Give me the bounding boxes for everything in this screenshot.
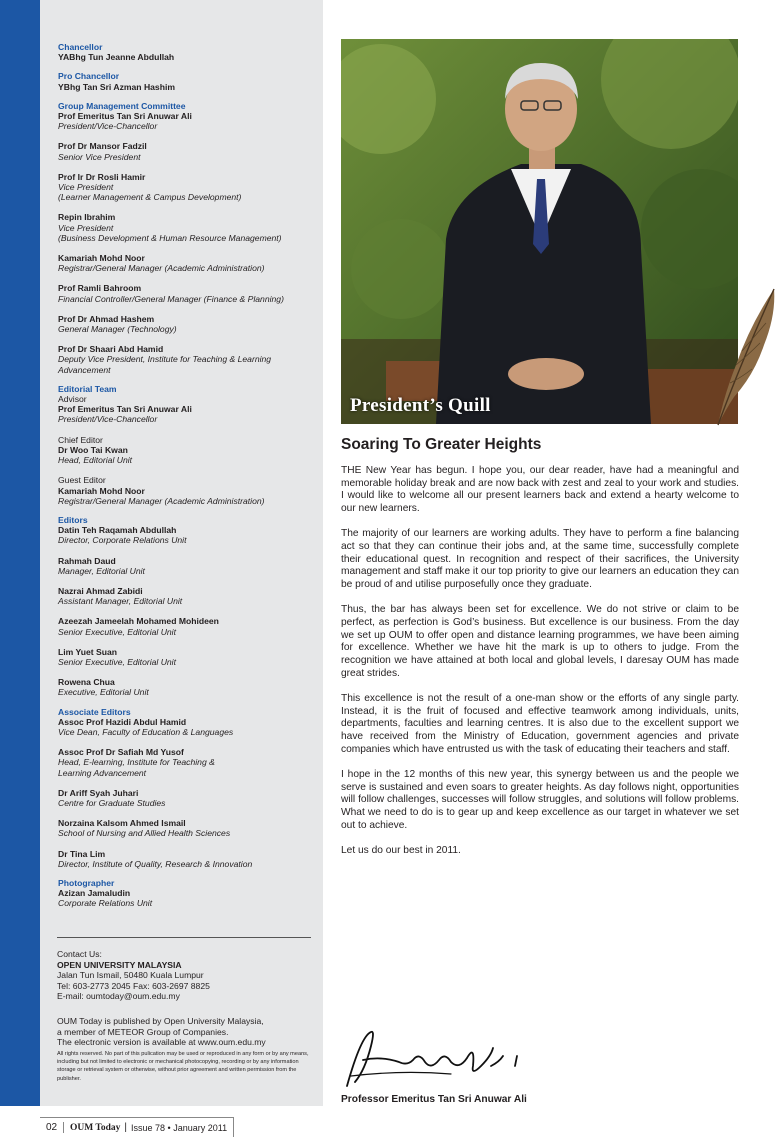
masthead-section-heading: Photographer [58,877,115,888]
masthead-entry-role: Financial Controller/General Manager (Finance & Planning) [58,293,284,304]
masthead-section-heading: Chancellor [58,42,103,52]
contact-email: E-mail: oumtoday@oum.edu.my [57,991,180,1002]
footer-separator: | [124,1122,128,1133]
masthead-entry [58,647,320,667]
masthead-entry [58,677,320,697]
masthead-entry-role: Centre for Graduate Studies [58,797,166,808]
masthead-entry-name: Prof Dr Shaari Abd Hamid [58,344,164,355]
masthead-entry-role: Vice President [58,182,114,193]
masthead-section [58,878,320,909]
masthead-entry-name: Azeezah Jameelah Mohamed Mohideen [58,616,219,627]
masthead-entry-name: Azizan Jamaludin [58,888,131,899]
quill-feather-icon [714,285,778,427]
contact-phone: Tel: 603-2773 2045 Fax: 603-2697 8825 [57,980,210,991]
masthead-entry-role: Executive, Editorial Unit [58,687,149,698]
masthead-entry-role: Manager, Editorial Unit [58,565,145,576]
masthead-entry-role: Senior Executive, Editorial Unit [58,626,176,637]
masthead-entry-role: Registrar/General Manager (Academic Administration) [58,263,265,274]
rights-notice: All rights reserved. No part of this pulication may be used or reproduced in any form or by any means, including but not limited to electronic or mechanical photocopying, recording or by any information storage or retrieval system or otherwise, without prior agreement and written permission from the publisher. [57,1051,309,1082]
masthead-entry-role: Head, E-learning, Institute for Teaching & [58,757,215,768]
presidents-quill-title: President’s Quill [350,395,491,416]
masthead-entry-name: Assoc Prof Dr Safiah Md Yusof [58,747,184,758]
masthead-entry-name: Dr Tina Lim [58,848,106,859]
masthead-entry [58,717,320,737]
publisher-line: The electronic version is available at www.oum.edu.my [57,1037,266,1048]
masthead-section [58,101,320,375]
masthead-entry-role: (Business Development & Human Resource Management) [58,232,282,243]
footer-issue: Issue 78 • January 2011 [131,1122,228,1133]
masthead-entry-role: Senior Vice President [58,151,141,162]
masthead-entry-name: Assoc Prof Hazidi Abdul Hamid [58,716,187,727]
masthead-entry-name: Dr Ariff Syah Juhari [58,787,139,798]
masthead-entry [58,616,320,636]
masthead-entry [58,172,320,203]
masthead-entry-role: General Manager (Technology) [58,324,177,335]
masthead-entry-role: Corporate Relations Unit [58,898,153,909]
publisher-info [57,1016,319,1048]
article-paragraph: THE New Year has begun. I hope you, our dear reader, have had a meaningful and memorable holiday break and are now back with zest and zeal to your work and studies. I would like to welcome all our present learners back and extend a hearty welcome to our new learners. [341,465,739,515]
article-body [341,465,739,870]
masthead-entry-name: Prof Emeritus Tan Sri Anuwar Ali [58,111,192,122]
masthead-entry [58,788,320,808]
masthead-entry-name: Norzaina Kalsom Ahmed Ismail [58,818,186,829]
signatory-name: Professor Emeritus Tan Sri Anuwar Ali [341,1094,527,1105]
masthead-entry-name: Nazrai Ahmad Zabidi [58,585,143,596]
contact-org: OPEN UNIVERSITY MALAYSIA [57,959,182,970]
masthead [58,42,320,909]
masthead-entry-role: Deputy Vice President, Institute for Teaching & Learning [58,354,272,365]
masthead-entry [58,141,320,161]
masthead-entry-name: Prof Emeritus Tan Sri Anuwar Ali [58,404,192,415]
masthead-section [58,707,320,869]
masthead-entry [58,475,320,506]
article-paragraph: I hope in the 12 months of this new year, this synergy between us and the people we serve is sustained and even soars to greater heights. As day follows night, opportunities will follow challenges, successes will follow struggles, and solutions will follow problems. What we need to do is to gear up and keep excellence as our target in whatever we set out to achieve. [341,769,739,831]
masthead-entry-name: Rahmah Daud [58,555,116,566]
masthead-entry [58,253,320,273]
masthead-entry-role: (Learner Management & Campus Development) [58,192,242,203]
masthead-section-heading: Editors [58,514,88,525]
masthead-entry-role: Director, Institute of Quality, Research & Innovation [58,858,253,869]
masthead-entry-name: Lim Yuet Suan [58,646,118,657]
page-number: 02 [40,1122,64,1133]
masthead-entry-role: School of Nursing and Allied Health Sciences [58,828,231,839]
masthead-entry-name: YABhg Tun Jeanne Abdullah [58,52,175,63]
masthead-entry-role: Registrar/General Manager (Academic Administration) [58,495,265,506]
masthead-entry-name: Prof Dr Ahmad Hashem [58,313,155,324]
masthead-entry-role: Senior Executive, Editorial Unit [58,656,176,667]
article-paragraph: Thus, the bar has always been set for excellence. We do not strive or claim to be perfect, as perfection is God’s business. But excellence is our business. From the day we set up OUM to offer open and distance learning programmes, we have been aiming for excellence. Whether we have hit the mark is up to others to judge. From the recognition we have attained at both local and global levels, I daresay OUM has made great strides. [341,604,739,679]
article-title: Soaring To Greater Heights [341,436,542,453]
masthead-entry-name: Rowena Chua [58,677,115,688]
masthead-entry [58,818,320,838]
masthead-section-heading: Associate Editors [58,706,131,717]
masthead-section [58,42,320,62]
masthead-entry-role: Director, Corporate Relations Unit [58,535,187,546]
footer-magazine-name: OUM Today [70,1122,121,1133]
masthead-section-heading: Group Management Committee [58,100,186,111]
masthead-entry-role: Vice President [58,222,114,233]
masthead-section [58,384,320,506]
masthead-entry [58,394,320,425]
masthead-entry-role: Learning Advancement [58,767,147,778]
publisher-line: OUM Today is published by Open University Malaysia, [57,1016,264,1026]
page-footer [40,1117,234,1137]
masthead-entry-role: President/Vice-Chancellor [58,121,158,132]
masthead-entry-role: Head, Editorial Unit [58,455,133,466]
contact-label: Contact Us: [57,949,102,959]
masthead-entry [58,344,320,375]
masthead-section-heading: Editorial Team [58,383,117,394]
masthead-entry [58,435,320,466]
masthead-section [58,515,320,698]
president-photo-illustration [341,39,738,424]
masthead-entry-name: Dr Woo Tai Kwan [58,444,128,455]
article-paragraph: The majority of our learners are working adults. They have to perform a fine balancing act so that they can continue their jobs and, at the same time, successfully complete their educational quest. In recognition and respect of their sacrifices, the University management and staff make it our top priority to give our learners an education they can be proud of and utilise purposefully once they graduate. [341,528,739,591]
masthead-entry-role: Assistant Manager, Editorial Unit [58,596,183,607]
president-photo [341,39,738,424]
article-paragraph: This excellence is not the result of a one-man show or the efforts of any single party. Instead, it is the fruit of focused and effective teamwork among individuals, units, departments, faculties and learning centres. It is also due to the excellent support we have received from the Ministry of Education, government agencies and private companies which have entrusted us with the task of educating their teachers and staff. [341,693,739,755]
article-paragraph: Let us do our best in 2011. [341,845,461,857]
masthead-entry-label: Guest Editor [58,475,106,486]
masthead-entry [58,283,320,303]
masthead-section [58,71,320,91]
masthead-entry-name: YBhg Tan Sri Azman Hashim [58,81,175,92]
masthead-entry-name: Kamariah Mohd Noor [58,485,145,496]
masthead-entry [58,586,320,606]
masthead-entry-name: Prof Ramli Bahroom [58,283,142,294]
masthead-entry [58,111,320,131]
masthead-entry-role: Advancement [58,364,111,375]
masthead-entry [58,82,320,92]
masthead-entry-name: Kamariah Mohd Noor [58,253,145,264]
blue-side-strip [0,0,40,1106]
publisher-line: a member of METEOR Group of Companies. [57,1026,229,1037]
masthead-entry [58,525,320,545]
masthead-entry-name: Prof Dr Mansor Fadzil [58,141,147,152]
contact-block [57,949,319,1002]
contact-address: Jalan Tun Ismail, 50480 Kuala Lumpur [57,970,204,981]
contact-divider [57,937,311,938]
masthead-entry-name: Datin Teh Raqamah Abdullah [58,525,177,536]
masthead-entry [58,52,320,62]
masthead-entry [58,747,320,778]
masthead-entry [58,556,320,576]
masthead-entry [58,888,320,908]
handwritten-signature [341,1026,526,1092]
masthead-entry-label: Chief Editor [58,434,103,445]
masthead-entry-label: Advisor [58,394,87,405]
masthead-entry-role: Vice Dean, Faculty of Education & Languages [58,726,234,737]
masthead-entry-name: Prof Ir Dr Rosli Hamir [58,171,146,182]
masthead-section-heading: Pro Chancellor [58,71,120,82]
masthead-entry-name: Repin Ibrahim [58,212,116,223]
masthead-entry [58,212,320,243]
masthead-entry [58,849,320,869]
masthead-entry [58,314,320,334]
masthead-entry-role: President/Vice-Chancellor [58,414,158,425]
